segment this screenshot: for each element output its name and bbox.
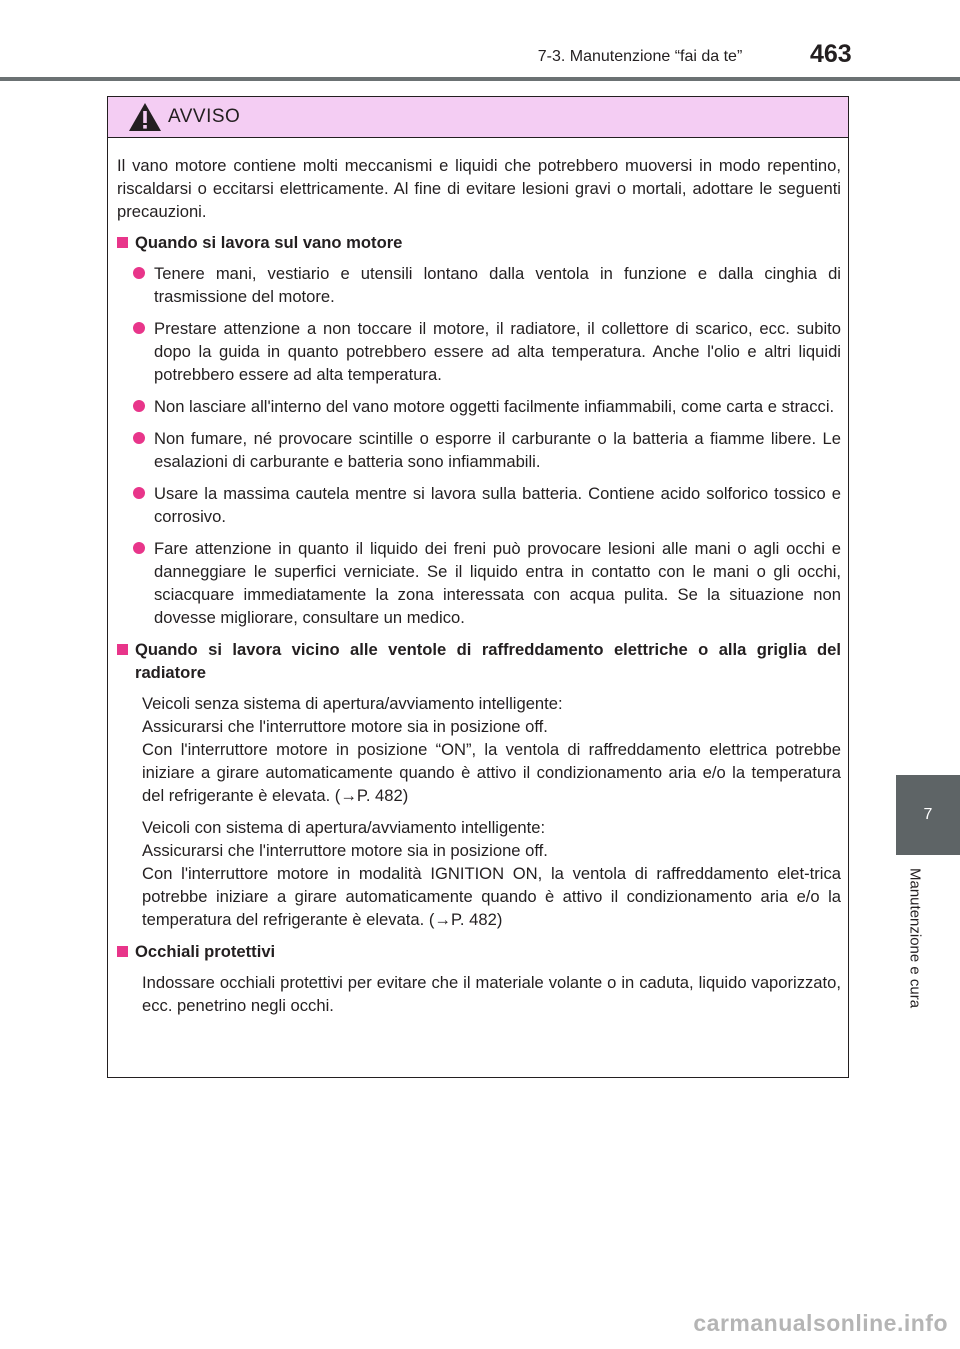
- warning-triangle-icon: [128, 102, 162, 132]
- list-item: [117, 537, 841, 629]
- warning-title: AVVISO: [168, 106, 241, 127]
- paragraph-line: Assicurarsi che l'interruttore motore sia in posizione off.: [142, 841, 548, 860]
- warning-box: [107, 96, 849, 1078]
- list-item-text: Fare attenzione in quanto il liquido dei freni può provocare lesioni alle mani o agli occhi e danneggiare le superfici verniciate. Se il liquido entra in contatto con le mani o gli occhi, sciacquare immediatamente la zona interessata con acqua pulita. Se la situazione non dovesse migliorare, consultare un medico.: [154, 539, 841, 627]
- paragraph: [117, 816, 841, 931]
- section-heading-text: Quando si lavora sul vano motore: [135, 233, 403, 252]
- section-heading-text: Quando si lavora vicino alle ventole di raffreddamento elettriche o alla griglia del radiatore: [135, 640, 841, 682]
- dot-bullet-icon: [133, 322, 145, 334]
- chapter-label: Manutenzione e cura: [906, 868, 924, 1009]
- list-item: [117, 482, 841, 528]
- list-item: [117, 395, 841, 418]
- list-item-text: Non fumare, né provocare scintille o esporre il carburante o la batteria a fiamme libere. Le esalazioni di carburante e batteria sono infiammabili.: [154, 429, 841, 471]
- square-bullet-icon: [117, 946, 128, 957]
- paragraph: [117, 692, 841, 807]
- header-rule: [0, 77, 960, 81]
- list-item-text: Prestare attenzione a non toccare il motore, il radiatore, il collettore di scarico, ecc. subito dopo la guida in quanto potrebbero essere ad alta temperatura. Anche l'olio e altri liquidi potrebbero essere ad alta temperatura.: [154, 319, 841, 384]
- dot-bullet-icon: [133, 542, 145, 554]
- dot-bullet-icon: [133, 400, 145, 412]
- warning-header: [108, 97, 848, 138]
- paragraph: [117, 971, 841, 1017]
- paragraph-line: Veicoli con sistema di apertura/avviamento intelligente:: [142, 818, 546, 837]
- warning-intro: Il vano motore contiene molti meccanismi e liquidi che potrebbero muoversi in modo repentino, riscaldarsi o eccitarsi elettricamente. Al fine di evitare lesioni gravi o mortali, adottare le seguenti precauzioni.: [117, 156, 841, 221]
- section-heading-text: Occhiali protettivi: [135, 942, 276, 961]
- square-bullet-icon: [117, 237, 128, 248]
- paragraph-line: Veicoli senza sistema di apertura/avviamento intelligente:: [142, 694, 563, 713]
- list-item: [117, 317, 841, 386]
- warning-body: [108, 138, 848, 1017]
- square-bullet-icon: [117, 644, 128, 655]
- dot-bullet-icon: [133, 432, 145, 444]
- paragraph-line: Con l'interruttore motore in modalità IGNITION ON, la ventola di raffreddamento elet-trica potrebbe iniziare a girare automaticamente quando è attivo il condizionamento aria e/o la temperatura del refrigerante è elevata. (→P. 482): [142, 864, 841, 929]
- section-heading: [117, 231, 841, 254]
- list-item: [117, 262, 841, 308]
- list-item: [117, 427, 841, 473]
- watermark: carmanualsonline.info: [693, 1310, 948, 1336]
- dot-bullet-icon: [133, 487, 145, 499]
- section-heading: [117, 638, 841, 684]
- list-item-text: Non lasciare all'interno del vano motore oggetti facilmente infiammabili, come carta e stracci.: [154, 397, 835, 416]
- dot-bullet-icon: [133, 267, 145, 279]
- list-item-text: Tenere mani, vestiario e utensili lontano dalla ventola in funzione e dalla cinghia di trasmissione del motore.: [154, 264, 841, 306]
- paragraph-line: Con l'interruttore motore in posizione “ON”, la ventola di raffreddamento elettrica potrebbe iniziare a girare automaticamente quando è attivo il condizionamento aria e/o la temperatura del refrigerante è elevata. (→P. 482): [142, 740, 841, 805]
- list-item-text: Usare la massima cautela mentre si lavora sulla batteria. Contiene acido solforico tossico e corrosivo.: [154, 484, 841, 526]
- paragraph-line: Assicurarsi che l'interruttore motore sia in posizione off.: [142, 717, 548, 736]
- section-heading: [117, 940, 841, 963]
- chapter-tab[interactable]: 7: [896, 775, 960, 855]
- paragraph-line: Indossare occhiali protettivi per evitare che il materiale volante o in caduta, liquido vaporizzato, ecc. penetrino negli occhi.: [142, 973, 841, 1015]
- page-header-section: 7-3. Manutenzione “fai da te”: [537, 48, 743, 65]
- page-number: 463: [810, 40, 852, 68]
